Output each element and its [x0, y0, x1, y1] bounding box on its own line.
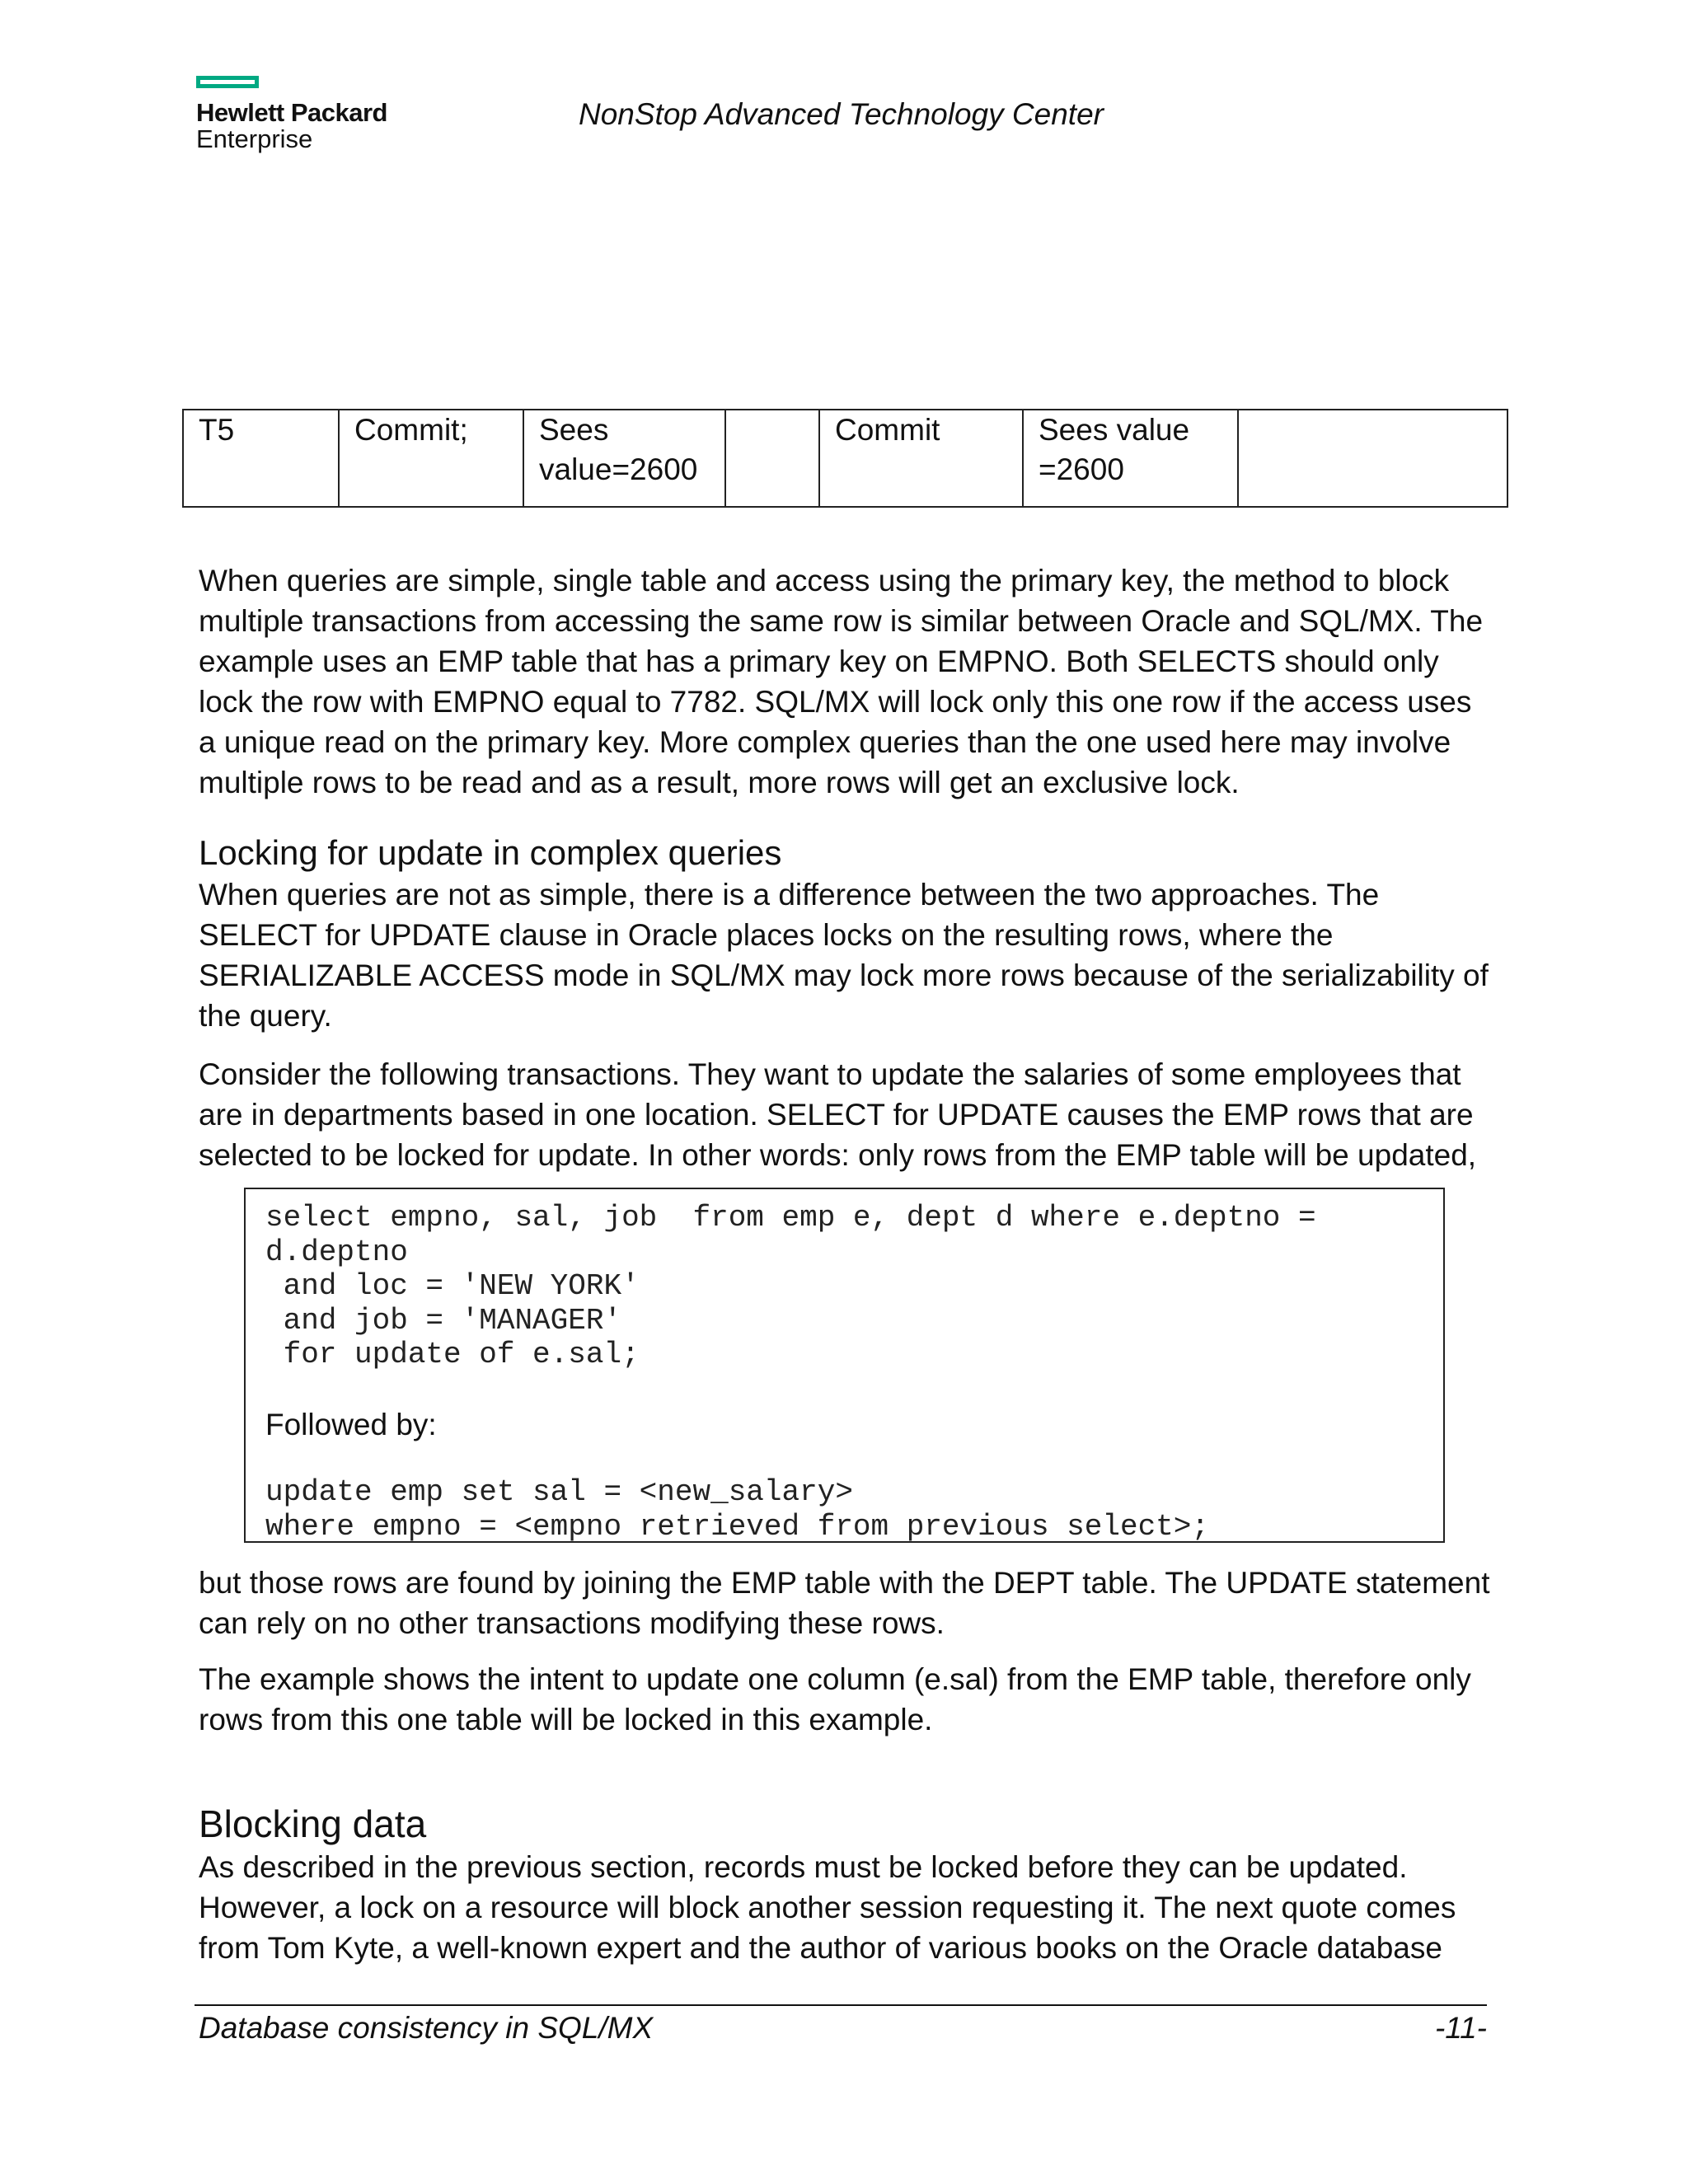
table-cell	[1238, 410, 1507, 507]
text-line: but those rows are found by joining the EMP table with the DEPT table. The UPDATE statement	[199, 1566, 1490, 1600]
text-line: selected to be locked for update. In other words: only rows from the EMP table will be updated,	[199, 1138, 1477, 1172]
code-block-update	[265, 1475, 1209, 1544]
section-heading-blocking: Blocking data	[199, 1802, 427, 1845]
text-line: the query.	[199, 999, 332, 1033]
paragraph-primary-key	[199, 560, 1509, 803]
table-cell: Sees value=2600	[523, 410, 725, 507]
code-line: d.deptno	[265, 1235, 408, 1269]
text-line: multiple transactions from accessing the same row is similar between Oracle and SQL/MX. The	[199, 604, 1484, 638]
header-title: NonStop Advanced Technology Center	[579, 97, 1104, 131]
table-cell: Commit;	[339, 410, 523, 507]
text-line: When queries are simple, single table and access using the primary key, the method to block	[199, 564, 1450, 598]
hpe-logo-mark	[196, 76, 259, 88]
table-cell: Commit	[819, 410, 1023, 507]
hpe-logo	[196, 76, 387, 152]
followed-by-label: Followed by:	[265, 1408, 437, 1441]
text-line: example uses an EMP table that has a primary key on EMPNO. Both SELECTS should only	[199, 644, 1439, 678]
text-line: When queries are not as simple, there is a difference between the two approaches. The	[199, 878, 1380, 912]
text-line: a unique read on the primary key. More complex queries than the one used here may involve	[199, 725, 1451, 759]
text-line: rows from this one table will be locked in this example.	[199, 1703, 933, 1736]
footer-divider	[195, 2004, 1487, 2006]
text-line: As described in the previous section, records must be locked before they can be updated.	[199, 1850, 1408, 1884]
paragraph-join	[199, 1563, 1509, 1643]
text-line: However, a lock on a resource will block another session requesting it. The next quote comes	[199, 1891, 1456, 1924]
code-line: and job = 'MANAGER'	[265, 1303, 622, 1338]
text-line: Consider the following transactions. They want to update the salaries of some employees that	[199, 1057, 1461, 1091]
paragraph-complex-queries	[199, 874, 1509, 1036]
table-row	[183, 410, 1507, 507]
code-line: where empno = <empno retrieved from previous select>;	[265, 1509, 1209, 1544]
text-line: multiple rows to be read and as a result, more rows will get an exclusive lock.	[199, 766, 1240, 799]
text-line: The example shows the intent to update one column (e.sal) from the EMP table, therefore only	[199, 1662, 1471, 1696]
paragraph-intent	[199, 1659, 1509, 1740]
transaction-table	[182, 409, 1508, 508]
text-line: are in departments based in one location. SELECT for UPDATE causes the EMP rows that are	[199, 1098, 1474, 1132]
paragraph-transactions	[199, 1054, 1509, 1175]
code-line: update emp set sal = <new_salary>	[265, 1475, 853, 1509]
table-cell: T5	[183, 410, 339, 507]
footer-document-title: Database consistency in SQL/MX	[199, 2011, 654, 2045]
code-example-box	[244, 1188, 1445, 1543]
text-line: from Tom Kyte, a well-known expert and the author of various books on the Oracle database	[199, 1931, 1442, 1965]
code-line: and loc = 'NEW YORK'	[265, 1269, 640, 1303]
section-heading-locking: Locking for update in complex queries	[199, 833, 782, 872]
table-cell	[725, 410, 819, 507]
code-line: select empno, sal, job from emp e, dept d where e.deptno =	[265, 1201, 1316, 1235]
text-line: SELECT for UPDATE clause in Oracle places locks on the resulting rows, where the	[199, 918, 1334, 952]
paragraph-blocking	[199, 1847, 1509, 1968]
code-line: for update of e.sal;	[265, 1338, 640, 1371]
text-line: SERIALIZABLE ACCESS mode in SQL/MX may lock more rows because of the serializability of	[199, 958, 1489, 992]
code-block-select	[265, 1201, 1316, 1372]
page-number: -11-	[1434, 2011, 1487, 2045]
logo-line-2: Enterprise	[196, 124, 313, 153]
text-line: lock the row with EMPNO equal to 7782. SQL/MX will lock only this one row if the access uses	[199, 685, 1472, 719]
logo-line-1: Hewlett Packard	[196, 98, 387, 127]
table-cell: Sees value =2600	[1023, 410, 1238, 507]
text-line: can rely on no other transactions modifying these rows.	[199, 1606, 945, 1640]
